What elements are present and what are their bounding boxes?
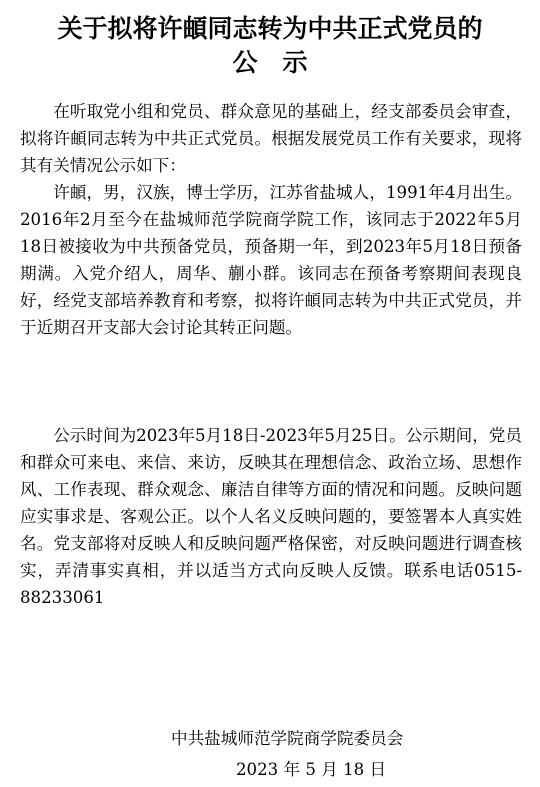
paragraph-candidate-info: 许頔，男，汉族，博士学历，江苏省盐城人，1991年4月出生。2016年2月至今在盐城师范学院商学院工作，该同志于2022年5月18日被接收为中共预备党员，预备期一年，到2023年5月18日预备期满。入党介绍人，周华、蒯小群。该同志在预备考察期间表现良好，经党支部培养教育和考察，拟将许頔同志转为中共正式党员，并于近期召开支部大会讨论其转正问题。 [20,183,522,337]
notice-body [20,179,522,341]
signature-date: 2023 年 5 月 18 日 [236,760,387,779]
paragraph-publicity-period: 公示时间为2023年5月18日-2023年5月25日。公示期间，党员和群众可来电、来信、来访，反映其在理想信念、政治立场、思想作风、工作表现、群众观念、廉洁自律等方面的情况和问题。反映问题应实事求是、客观公正。以个人名义反映问题的，要签署本人真实姓名。党支部将对反映人和反映问题严格保密，对反映问题进行调查核实，弄清事实真相，并以适当方式向反映人反馈。联系电话0515-88233061 [20,426,522,607]
paragraph-intro: 在听取党小组和党员、群众意见的基础上，经支部委员会审查，拟将许頔同志转为中共正式党员。根据发展党员工作有关要求，现将其有关情况公示如下： [20,102,522,175]
notice-title-subline: 公 示 [232,48,308,77]
notice-body [20,422,522,611]
signature-organization: 中共盐城师范学院商学院委员会 [171,729,404,748]
notice-title: 关于拟将许頔同志转为中共正式党员的 [57,14,483,43]
notice-body [20,98,522,179]
